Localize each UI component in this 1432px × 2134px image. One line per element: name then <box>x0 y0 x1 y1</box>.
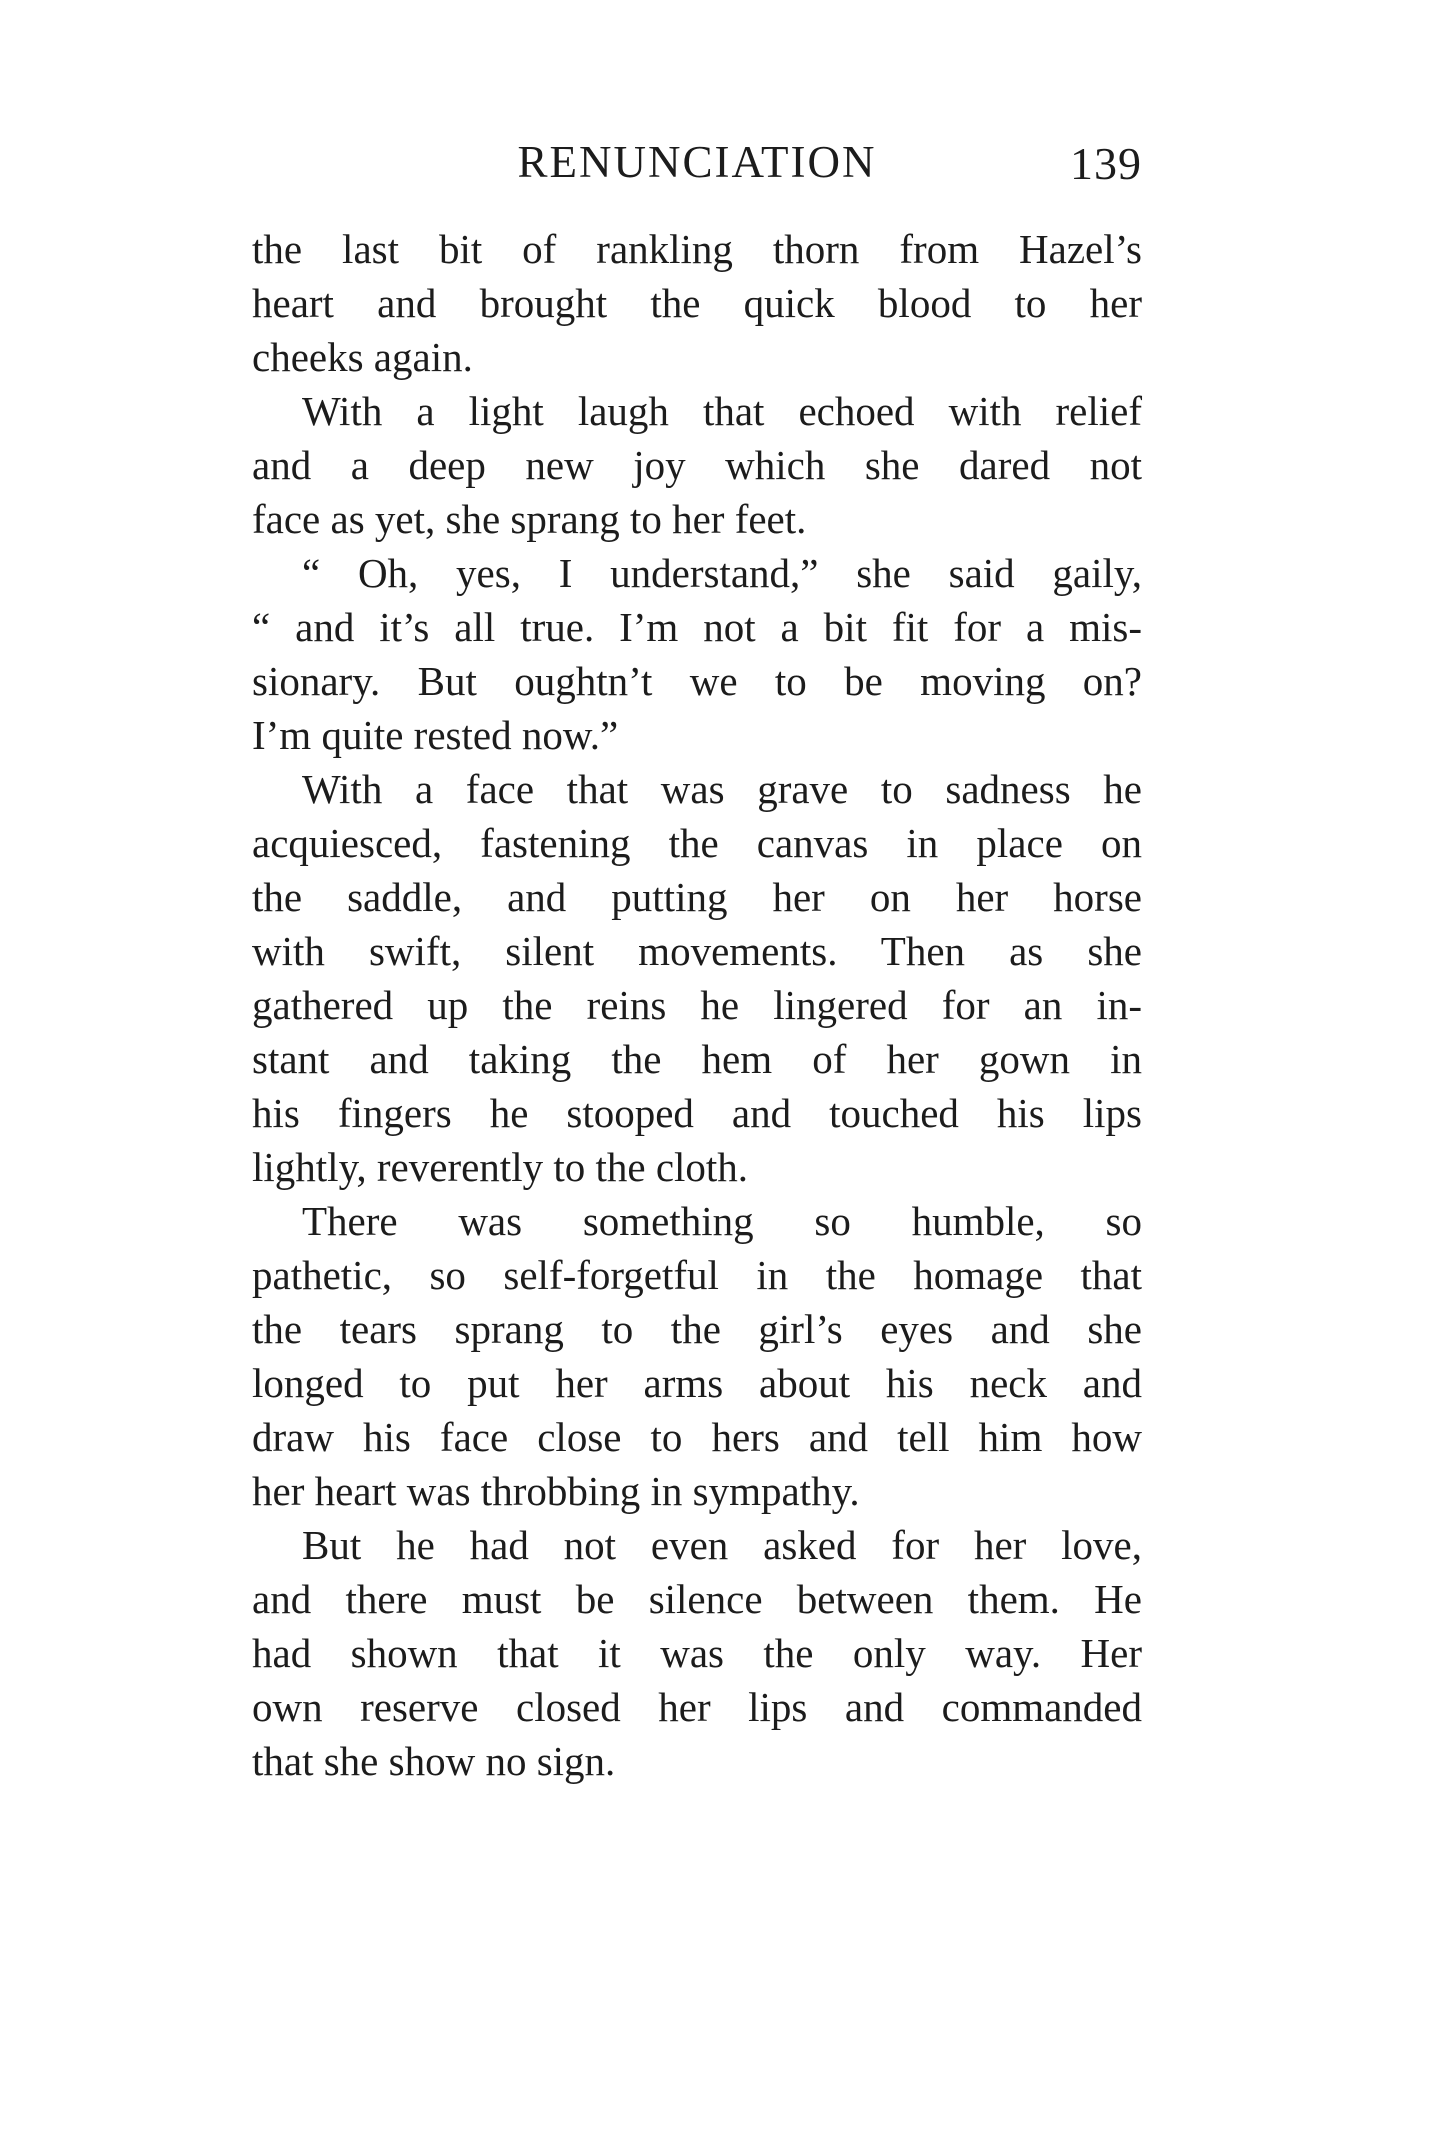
text-line: with swift, silent movements. Then as she <box>252 928 1142 974</box>
text-line: and a deep new joy which she dared not <box>252 442 1142 488</box>
page-number: 139 <box>1070 138 1142 189</box>
text-line: With a face that was grave to sadness he <box>302 766 1142 812</box>
text-line: and there must be silence between them. He <box>252 1576 1142 1622</box>
text-line: acquiesced, fastening the canvas in place on <box>252 820 1142 866</box>
text-line: his fingers he stooped and touched his lips <box>252 1090 1142 1136</box>
text-line: face as yet, she sprang to her feet. <box>252 496 807 542</box>
text-line: “ Oh, yes, I understand,” she said gaily, <box>302 550 1142 596</box>
text-line: draw his face close to hers and tell him how <box>252 1414 1142 1460</box>
text-line: the last bit of rankling thorn from Hazel’s <box>252 226 1142 272</box>
text-line: her heart was throbbing in sympathy. <box>252 1468 860 1514</box>
text-line: I’m quite rested now.” <box>252 712 619 758</box>
running-title: RENUNCIATION <box>517 137 877 187</box>
text-line: cheeks again. <box>252 334 473 380</box>
text-line: “ and it’s all true. I’m not a bit fit for a mis- <box>252 604 1142 650</box>
text-line: heart and brought the quick blood to her <box>252 280 1142 326</box>
text-line: stant and taking the hem of her gown in <box>252 1036 1142 1082</box>
text-line: gathered up the reins he lingered for an in- <box>252 982 1142 1028</box>
text-line: own reserve closed her lips and commanded <box>252 1684 1142 1730</box>
running-head <box>252 132 1142 192</box>
text-line: sionary. But oughtn’t we to be moving on? <box>252 658 1142 704</box>
text-line: that she show no sign. <box>252 1738 616 1784</box>
text-line: But he had not even asked for her love, <box>302 1522 1142 1568</box>
text-line: had shown that it was the only way. Her <box>252 1630 1142 1676</box>
text-line: the tears sprang to the girl’s eyes and she <box>252 1306 1142 1352</box>
page-body <box>252 222 1142 1788</box>
text-line: With a light laugh that echoed with relief <box>302 388 1142 434</box>
text-line: lightly, reverently to the cloth. <box>252 1144 749 1190</box>
text-line: longed to put her arms about his neck and <box>252 1360 1142 1406</box>
text-line: the saddle, and putting her on her horse <box>252 874 1142 920</box>
text-line: pathetic, so self-forgetful in the homage that <box>252 1252 1142 1298</box>
text-line: There was something so humble, so <box>302 1198 1142 1244</box>
